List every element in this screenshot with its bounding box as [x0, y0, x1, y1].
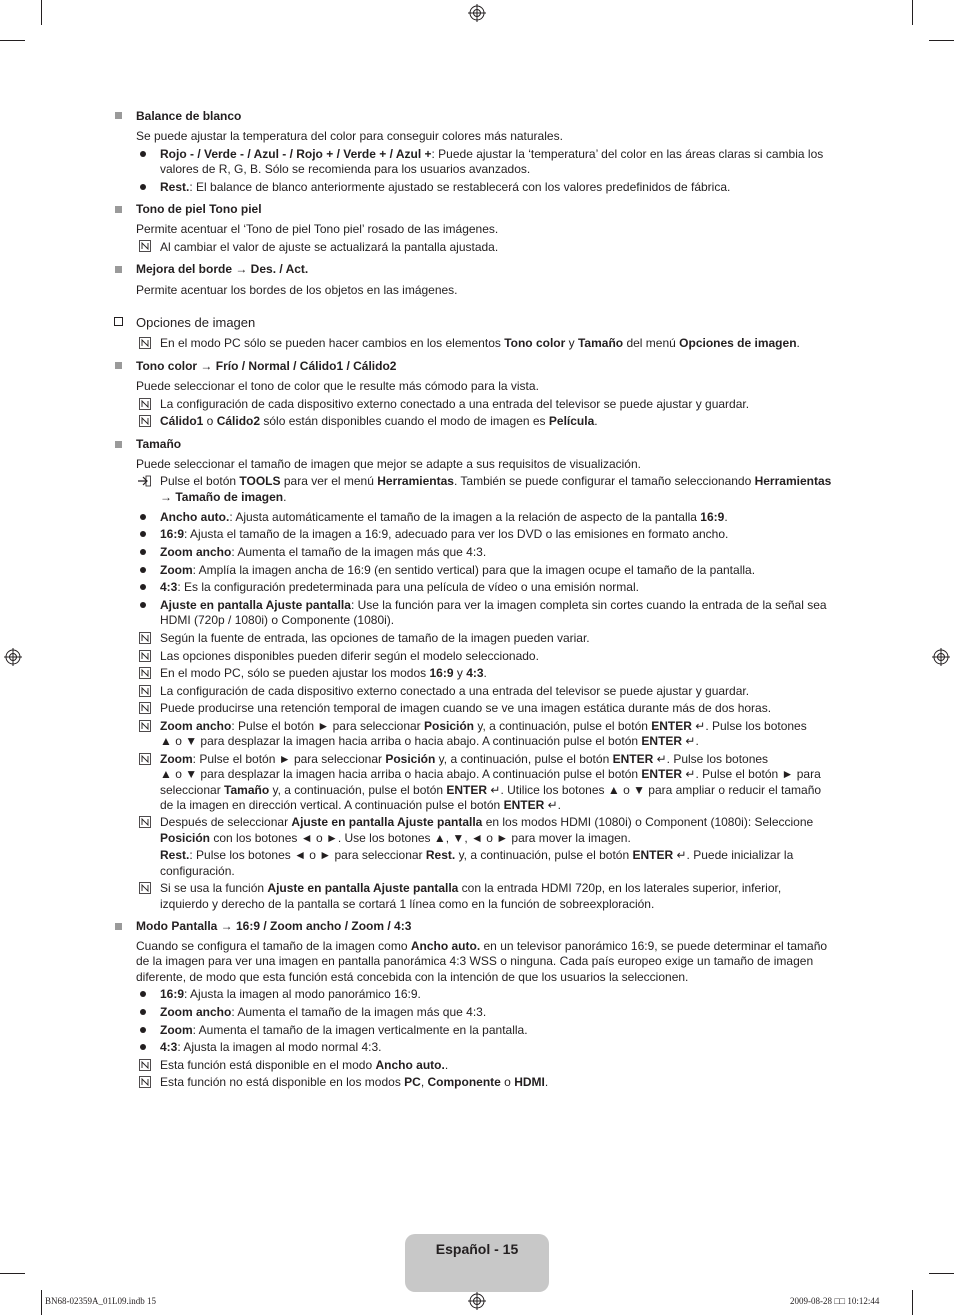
- crop-mark: [41, 1290, 42, 1315]
- note-icon: [139, 1076, 151, 1088]
- item-title: Mejora del borde → Des. / Act.: [136, 262, 309, 276]
- note-icon: [139, 720, 151, 732]
- bullet-text: 16:9: Ajusta el tamaño de la imagen a 16:9, adecuado para ver los DVD o las emisiones en formato ancho.: [160, 527, 729, 541]
- enter-icon: ↵: [685, 734, 696, 748]
- note-text: Rest.: Pulse los botones ◄ o ► para seleccionar Rest. y, a continuación, pulse el botón ENTER ↵. Puede inicializar la: [160, 848, 794, 862]
- bullet-text: Rest.: El balance de blanco anteriormente ajustado se restablecerá con los valores predefinidos de fábrica.: [160, 180, 731, 194]
- note-text: Zoom: Pulse el botón ► para seleccionar Posición y, a continuación, pulse el botón ENTER ↵. Pulse los botones: [160, 752, 769, 766]
- registration-mark-icon: [468, 4, 486, 22]
- note-text: seleccionar Tamaño y, a continuación, pulse el botón ENTER ↵. Utilice los botones ▲ o ▼ para ampliar o reducir el tamaño: [160, 783, 822, 797]
- registration-mark-icon: [932, 648, 950, 666]
- bullet-icon: [140, 549, 146, 555]
- note-text: de la imagen en dirección vertical. A continuación pulse el botón ENTER ↵.: [160, 798, 561, 812]
- crop-mark: [41, 0, 42, 25]
- note-text: izquierdo y derecho de la pantalla se cortará 1 línea como en la función de sobreexploración.: [160, 897, 655, 911]
- bullet-text: Zoom ancho: Aumenta el tamaño de la imagen más que 4:3.: [160, 545, 487, 559]
- bullet-icon: [140, 531, 146, 537]
- note-text: Al cambiar el valor de ajuste se actualizará la pantalla ajustada.: [160, 240, 499, 254]
- bullet-text: Zoom: Aumenta el tamaño de la imagen verticalmente en la pantalla.: [160, 1023, 528, 1037]
- enter-icon: ↵: [676, 848, 687, 862]
- enter-icon: ↵: [656, 752, 667, 766]
- square-bullet-icon: [115, 362, 122, 369]
- note-icon: [139, 632, 151, 644]
- bullet-text: valores de R, G, B. Sólo se recomienda para los usuarios avanzados.: [160, 162, 531, 176]
- square-bullet-icon: [115, 112, 122, 119]
- note-icon: [139, 882, 151, 894]
- item-title: Tono color → Frío / Normal / Cálido1 / Cálido2: [136, 359, 397, 373]
- bullet-icon: [140, 991, 146, 997]
- bullet-icon: [140, 1044, 146, 1050]
- bullet-text: Zoom ancho: Aumenta el tamaño de la imagen más que 4:3.: [160, 1005, 487, 1019]
- note-text: Las opciones disponibles pueden diferir según el modelo seleccionado.: [160, 649, 539, 663]
- bullet-text: 16:9: Ajusta la imagen al modo panorámico 16:9.: [160, 987, 421, 1001]
- bullet-icon: [140, 584, 146, 590]
- enter-icon: ↵: [547, 798, 558, 812]
- note-text: Posición con los botones ◄ o ►. Use los botones ▲, ▼, ◄ o ► para mover la imagen.: [160, 831, 631, 845]
- crop-mark: [0, 40, 25, 41]
- bullet-icon: [140, 184, 146, 190]
- bullet-text: Rojo - / Verde - / Azul - / Rojo + / Verde + / Azul +: Puede ajustar la ‘temperatura’ del color en las áreas claras si cambia los: [160, 147, 824, 161]
- note-text: Zoom ancho: Pulse el botón ► para seleccionar Posición y, a continuación, pulse el botón ENTER ↵. Pulse los botones: [160, 719, 807, 733]
- crop-mark: [0, 1273, 25, 1274]
- item-description: Puede seleccionar el tamaño de imagen que mejor se adapte a sus requisitos de visualización.: [136, 457, 641, 471]
- bullet-text: 4:3: Ajusta la imagen al modo normal 4:3.: [160, 1040, 382, 1054]
- tools-text: → Tamaño de imagen.: [160, 490, 287, 504]
- note-text: En el modo PC, sólo se pueden ajustar los modos 16:9 y 4:3.: [160, 666, 487, 680]
- note-icon: [139, 398, 151, 410]
- registration-mark-icon: [4, 648, 22, 666]
- note-icon: [139, 650, 151, 662]
- bullet-text: Ancho auto.: Ajusta automáticamente el tamaño de la imagen a la relación de aspecto de la pantalla 16:9.: [160, 510, 728, 524]
- square-bullet-icon: [115, 923, 122, 930]
- note-text: ▲ o ▼ para desplazar la imagen hacia arriba o hacia abajo. A continuación pulse el botón ENTER ↵.: [160, 734, 699, 748]
- crop-mark: [912, 0, 913, 25]
- enter-icon: ↵: [695, 719, 706, 733]
- square-bullet-icon: [115, 206, 122, 213]
- note-icon: [139, 753, 151, 765]
- bullet-icon: [140, 567, 146, 573]
- bullet-icon: [140, 1009, 146, 1015]
- section-checkbox-icon: [114, 317, 123, 326]
- note-text: Después de seleccionar Ajuste en pantalla Ajuste pantalla en los modos HDMI (1080i) o Component (1080i): Seleccione: [160, 815, 814, 829]
- item-description: Se puede ajustar la temperatura del color para conseguir colores más naturales.: [136, 129, 563, 143]
- item-description: de la imagen para ver una imagen en pantalla panorámica 4:3 WSS o ninguna. Cada país europeo exige un tamaño de imagen: [136, 954, 814, 968]
- bullet-text: HDMI (720p / 1080i) o Componente (1080i).: [160, 613, 395, 627]
- item-title: Tono de piel Tono piel: [136, 202, 262, 216]
- note-text: En el modo PC sólo se pueden hacer cambios en los elementos Tono color y Tamaño del menú Opciones de imagen.: [160, 336, 800, 350]
- note-icon: [139, 415, 151, 427]
- note-text: Esta función está disponible en el modo Ancho auto..: [160, 1058, 449, 1072]
- note-icon: [139, 816, 151, 828]
- note-text: Esta función no está disponible en los modos PC, Componente o HDMI.: [160, 1075, 549, 1089]
- tools-text: Pulse el botón TOOLS para ver el menú Herramientas. También se puede configurar el tamaño seleccionando Herramientas: [160, 474, 832, 488]
- print-slug-file: BN68-02359A_01L09.indb 15: [45, 1296, 156, 1306]
- crop-mark: [912, 1290, 913, 1315]
- tools-icon: [137, 475, 151, 487]
- bullet-icon: [140, 602, 146, 608]
- note-icon: [139, 337, 151, 349]
- bullet-text: Ajuste en pantalla Ajuste pantalla: Use la función para ver la imagen completa sin cortes cuando la entrada de la señal sea: [160, 598, 827, 612]
- note-icon: [139, 667, 151, 679]
- bullet-text: Zoom: Amplía la imagen ancha de 16:9 (en sentido vertical) para que la imagen ocupe el tamaño de la pantalla.: [160, 563, 756, 577]
- item-description: Permite acentuar el ‘Tono de piel Tono piel’ rosado de las imágenes.: [136, 222, 499, 236]
- item-description: diferente, de modo que esta función está concebida con la intención de que los usuarios la seleccionen.: [136, 970, 689, 984]
- note-text: configuración.: [160, 864, 235, 878]
- note-icon: [139, 702, 151, 714]
- note-text: La configuración de cada dispositivo externo conectado a una entrada del televisor se puede ajustar y guardar.: [160, 684, 750, 698]
- section-title: Opciones de imagen: [136, 315, 256, 330]
- note-icon: [139, 685, 151, 697]
- square-bullet-icon: [115, 266, 122, 273]
- bullet-icon: [140, 1027, 146, 1033]
- bullet-icon: [140, 151, 146, 157]
- note-icon: [139, 1059, 151, 1071]
- enter-icon: ↵: [490, 783, 501, 797]
- page-number: Español - 15: [435, 1241, 519, 1257]
- print-slug-date: 2009-08-28 □□ 10:12:44: [790, 1296, 880, 1306]
- item-title: Tamaño: [136, 437, 182, 451]
- registration-mark-icon: [468, 1292, 486, 1310]
- item-description: Permite acentuar los bordes de los objetos en las imágenes.: [136, 283, 458, 297]
- note-text: Si se usa la función Ajuste en pantalla Ajuste pantalla con la entrada HDMI 720p, en los laterales superior, inferior,: [160, 881, 782, 895]
- crop-mark: [929, 1273, 954, 1274]
- note-text: Puede producirse una retención temporal de imagen cuando se ve una imagen estática durante más de dos horas.: [160, 701, 772, 715]
- note-text: ▲ o ▼ para desplazar la imagen hacia arriba o hacia abajo. A continuación pulse el botón ENTER ↵. Pulse el botón ► para: [160, 767, 821, 781]
- item-description: Cuando se configura el tamaño de la imagen como Ancho auto. en un televisor panorámico 16:9, se puede determinar el tamaño: [136, 939, 828, 953]
- enter-icon: ↵: [685, 767, 696, 781]
- item-description: Puede seleccionar el tono de color que le resulte más cómodo para la vista.: [136, 379, 539, 393]
- note-text: Cálido1 o Cálido2 sólo están disponibles cuando el modo de imagen es Película.: [160, 414, 598, 428]
- crop-mark: [929, 40, 954, 41]
- square-bullet-icon: [115, 441, 122, 448]
- note-icon: [139, 240, 151, 252]
- bullet-icon: [140, 514, 146, 520]
- bullet-text: 4:3: Es la configuración predeterminada para una película de vídeo o una emisión normal.: [160, 580, 639, 594]
- note-text: La configuración de cada dispositivo externo conectado a una entrada del televisor se puede ajustar y guardar.: [160, 397, 750, 411]
- item-title: Balance de blanco: [136, 109, 242, 123]
- item-title: Modo Pantalla → 16:9 / Zoom ancho / Zoom / 4:3: [136, 919, 412, 933]
- note-text: Según la fuente de entrada, las opciones de tamaño de la imagen pueden variar.: [160, 631, 590, 645]
